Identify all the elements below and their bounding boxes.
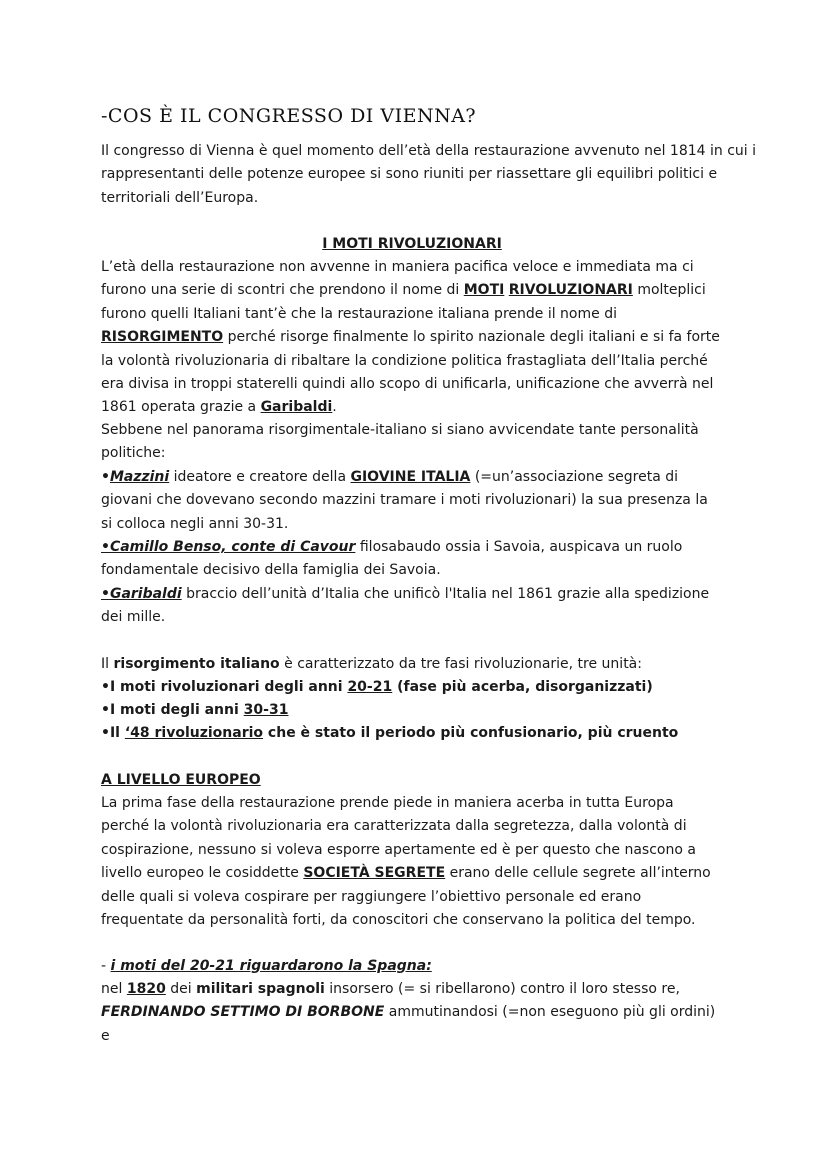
garibaldi-item — [101, 583, 721, 630]
fase-2-years: 30-31 — [243, 702, 289, 718]
fase-3 — [101, 722, 741, 745]
moti-text-1: L’età della restaurazione non avvenne in maniera pacifica veloce e immediata ma ci furono una serie di scontri che prendono il nome di — [101, 259, 694, 299]
spagna-king: FERDINANDO SETTIMO DI BORBONE — [101, 1004, 385, 1021]
fase-1 — [101, 676, 741, 699]
fase-3-a: •Il — [101, 725, 120, 741]
fasi-text-1: Il — [101, 656, 110, 672]
garibaldi-text: braccio dell’unità d’Italia che unificò l'Italia nel 1861 grazie alla spedizione dei mille. — [101, 586, 710, 626]
fase-3-c: che è stato il periodo più confusionario, più cruento — [267, 725, 679, 741]
moti-paragraph — [101, 256, 726, 420]
moti-text-2: molteplici furono quelli Italiani tant’è che la restaurazione italiana prende il nome di — [101, 282, 706, 322]
fase-1-years: 20-21 — [347, 679, 393, 695]
mazzini-item — [101, 466, 721, 536]
moti-heading: I MOTI RIVOLUZIONARI — [322, 236, 502, 252]
spagna-text-2: dei — [170, 981, 192, 997]
fase-1-a: •I moti rivoluzionari degli anni — [101, 679, 343, 695]
intro-paragraph: Il congresso di Vienna è quel momento dell’età della restaurazione avvenuto nel 1814 in cui i rappresentanti delle potenze europee si sono riuniti per riassettare gli equilibri politici e territoriali dell’Europa. — [101, 143, 757, 206]
europeo-heading: A LIVELLO EUROPEO — [101, 772, 261, 788]
spagna-paragraph — [101, 978, 726, 1048]
cavour-item — [101, 536, 701, 583]
europeo-heading-wrap — [101, 769, 741, 792]
moti-end: . — [332, 399, 337, 416]
europeo-paragraph — [101, 792, 726, 932]
keyword-giovine-italia: GIOVINE ITALIA — [350, 469, 471, 485]
moti-heading-wrap — [101, 233, 723, 256]
keyword-societa-segrete: SOCIETÀ SEGRETE — [303, 865, 446, 882]
keyword-garibaldi: Garibaldi — [260, 399, 333, 416]
fase-2 — [101, 699, 741, 722]
spagna-text-1: nel — [101, 981, 123, 997]
fasi-text-2: è caratterizzato da tre fasi rivoluzionarie, tre unità: — [284, 656, 642, 672]
mazzini-name: Mazzini — [109, 469, 170, 485]
spagna-dash: - — [101, 958, 107, 974]
spagna-year: 1820 — [126, 981, 166, 997]
moti-text-3: perché risorge finalmente lo spirito nazionale degli italiani e si fa forte la volontà rivoluzionaria di ribaltare la condizione politica frastagliata dell’Italia perché era divisa in troppi staterelli quindi allo scopo di unificarla, unificazione che avverrà nel 1861 operata grazie a — [101, 329, 720, 416]
keyword-rivoluzionari: RIVOLUZIONARI — [508, 282, 633, 299]
europeo-text-2: erano delle cellule segrete all’interno delle quali si voleva cospirare per raggiungere l’obiettivo personale ed erano frequentate da personalità forti, da conoscitori che conservano la politica del tempo. — [101, 865, 711, 929]
spagna-heading: i moti del 20-21 riguardarono la Spagna: — [110, 958, 432, 974]
europeo-text-1: La prima fase della restaurazione prende piede in maniera acerba in tutta Europa perché la volontà rivoluzionaria era caratterizzata dalla segretezza, dalla volontà di cospirazione, nessuno si voleva esporre apertamente ed è per questo che nascono a livello europeo le cosiddette — [101, 795, 696, 882]
mazzini-bullet: • — [101, 469, 110, 485]
personalita-intro: Sebbene nel panorama risorgimentale-italiano si siano avvicendate tante personalità politiche: — [101, 422, 699, 462]
garibaldi-name: •Garibaldi — [101, 586, 182, 602]
keyword-risorgimento: RISORGIMENTO — [101, 329, 224, 346]
spagna-text-3: insorsero (= si ribellarono) contro il loro stesso re, — [329, 981, 680, 997]
keyword-militari-spagnoli: militari spagnoli — [196, 981, 325, 997]
cavour-text: filosabaudo ossia i Savoia, auspicava un ruolo fondamentale decisivo della famiglia dei Savoia. — [101, 539, 683, 579]
spagna-heading-wrap — [101, 955, 741, 978]
fase-2-a: •I moti degli anni — [101, 702, 239, 718]
spagna-text-4: ammutinandosi (=non eseguono più gli ordini) e — [101, 1004, 716, 1044]
keyword-moti: MOTI — [463, 282, 505, 299]
page-title: -COS È IL CONGRESSO DI VIENNA? — [101, 105, 477, 127]
cavour-name: •Camillo Benso, conte di Cavour — [101, 539, 356, 555]
keyword-risorgimento-italiano: risorgimento italiano — [113, 656, 280, 672]
fase-3-year: ‘48 rivoluzionario — [124, 725, 264, 741]
mazzini-text-2: (=un’associazione segreta di giovani che dovevano secondo mazzini tramare i moti rivoluzionari) la sua presenza la si colloca negli anni 30-31. — [101, 469, 708, 532]
mazzini-text-1: ideatore e creatore della — [173, 469, 347, 485]
fase-1-c: (fase più acerba, disorganizzati) — [397, 679, 653, 695]
fasi-intro — [101, 653, 741, 676]
